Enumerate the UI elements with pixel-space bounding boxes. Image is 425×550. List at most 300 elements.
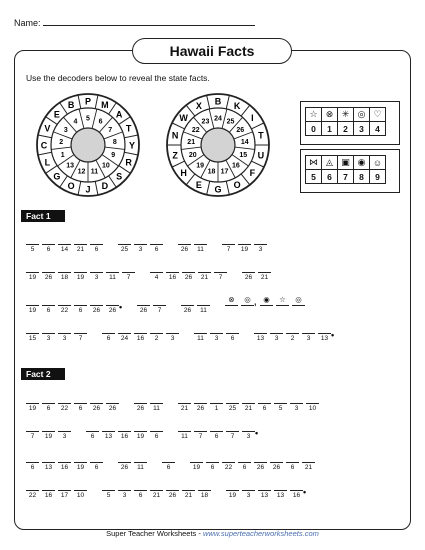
letter-blank[interactable] xyxy=(137,305,150,317)
number-clue: 6 xyxy=(154,433,159,440)
letter-blank[interactable] xyxy=(242,431,255,443)
letter-blank[interactable] xyxy=(42,462,55,474)
letter-blank[interactable] xyxy=(90,272,103,284)
number-clue: 3 xyxy=(46,335,51,342)
letter-blank[interactable] xyxy=(258,490,271,502)
blank-line xyxy=(226,403,239,404)
decoder-wheel-1 xyxy=(37,94,139,196)
key-table-1 xyxy=(305,107,386,136)
wheel-number: 8 xyxy=(112,139,117,147)
blank-line xyxy=(150,244,163,245)
number-clue: 6 xyxy=(166,464,171,471)
number-clue: 11 xyxy=(200,307,207,314)
letter-blank[interactable] xyxy=(306,403,319,415)
letter-blank[interactable] xyxy=(26,403,39,415)
symbol-clue: ◎ xyxy=(244,295,251,304)
letter-blank[interactable] xyxy=(198,272,211,284)
wheel-letter: X xyxy=(195,100,202,111)
letter-blank[interactable] xyxy=(150,244,163,256)
number-clue: 16 xyxy=(292,492,301,499)
letter-blank[interactable] xyxy=(198,490,211,502)
letter-blank[interactable] xyxy=(242,403,255,415)
letter-blank[interactable] xyxy=(118,462,131,474)
key-symbol: ✳ xyxy=(338,108,354,122)
letter-blank[interactable] xyxy=(162,462,175,474)
letter-blank[interactable] xyxy=(276,295,289,317)
blank-line xyxy=(178,244,191,245)
key-number: 0 xyxy=(306,122,322,136)
letter-blank[interactable] xyxy=(290,490,303,502)
wheel-number: 24 xyxy=(214,115,222,123)
wheel-number: 3 xyxy=(63,127,68,135)
letter-blank[interactable] xyxy=(260,295,273,317)
key-symbol: ☺ xyxy=(370,156,386,170)
letter-blank[interactable] xyxy=(26,244,39,256)
wheel-letter: L xyxy=(44,157,51,168)
wheel-letter: I xyxy=(251,113,254,124)
letter-blank[interactable] xyxy=(42,431,55,443)
number-clue: 11 xyxy=(197,335,204,342)
letter-blank[interactable] xyxy=(74,333,87,345)
blank-line xyxy=(162,462,175,463)
wheel-letter: M xyxy=(101,99,109,110)
number-clue: 7 xyxy=(230,433,235,440)
number-clue: 6 xyxy=(30,464,35,471)
letter-blank[interactable] xyxy=(42,305,55,317)
letter-blank[interactable] xyxy=(238,462,251,474)
letter-blank[interactable] xyxy=(26,333,39,345)
number-clue: 13 xyxy=(256,335,265,342)
number-clue: 22 xyxy=(60,307,69,314)
blank-line xyxy=(276,305,289,306)
blank-line xyxy=(222,462,235,463)
blank-line xyxy=(238,462,251,463)
letter-blank[interactable] xyxy=(210,333,223,345)
blank-line xyxy=(58,431,71,432)
letter-blank[interactable] xyxy=(118,431,131,443)
letter-blank[interactable] xyxy=(274,403,287,415)
letter-blank[interactable] xyxy=(74,244,87,256)
letter-blank[interactable] xyxy=(254,333,267,345)
letter-blank[interactable] xyxy=(58,462,71,474)
letter-blank[interactable] xyxy=(194,333,207,345)
wheel-letter: H xyxy=(180,167,187,178)
letter-blank[interactable] xyxy=(166,333,179,345)
number-clue: 15 xyxy=(28,335,37,342)
letter-blank[interactable] xyxy=(42,490,55,502)
number-clue: 1 xyxy=(214,405,219,412)
key-symbol: ◎ xyxy=(354,108,370,122)
letter-blank[interactable] xyxy=(238,244,251,256)
blank-line xyxy=(258,403,271,404)
letter-blank[interactable] xyxy=(178,244,191,256)
wheel-number: 1 xyxy=(60,152,65,160)
number-clue: 3 xyxy=(258,246,263,253)
letter-blank[interactable] xyxy=(58,333,71,345)
number-clue: 3 xyxy=(294,405,299,412)
blank-line xyxy=(26,272,39,273)
wheel-letter: K xyxy=(233,100,241,111)
letter-blank[interactable] xyxy=(118,490,131,502)
letter-blank[interactable] xyxy=(214,272,227,284)
number-clue: 19 xyxy=(192,464,201,471)
blank-line xyxy=(254,333,267,334)
blank-line xyxy=(194,244,207,245)
blank-line xyxy=(58,272,71,273)
wheel-number: 16 xyxy=(232,162,240,170)
wheel-number: 10 xyxy=(102,162,110,170)
blank-line xyxy=(182,490,195,491)
number-clue: 6 xyxy=(46,307,51,314)
punctuation: • xyxy=(303,487,307,497)
number-clue: 19 xyxy=(28,307,37,314)
letter-blank[interactable] xyxy=(58,305,71,317)
letter-blank[interactable] xyxy=(270,462,283,474)
letter-blank[interactable] xyxy=(90,244,103,256)
letter-blank[interactable] xyxy=(74,272,87,284)
blank-line xyxy=(190,462,203,463)
blank-line xyxy=(58,490,71,491)
number-clue: 6 xyxy=(78,307,83,314)
letter-blank[interactable] xyxy=(150,333,163,345)
number-clue: 3 xyxy=(62,433,67,440)
wheel-letter: S xyxy=(116,171,123,182)
letter-blank[interactable] xyxy=(242,272,255,284)
number-clue: 6 xyxy=(210,464,215,471)
blank-line xyxy=(258,272,271,273)
letter-blank[interactable] xyxy=(58,272,71,284)
letter-blank[interactable] xyxy=(254,462,267,474)
letter-blank[interactable] xyxy=(74,403,87,415)
letter-blank[interactable] xyxy=(197,305,210,317)
number-clue: 26 xyxy=(92,405,101,412)
number-clue: 10 xyxy=(308,405,317,412)
wheel-letter: J xyxy=(85,184,91,195)
wheel-hub xyxy=(201,128,235,162)
blank-line xyxy=(118,431,131,432)
letter-blank[interactable] xyxy=(26,305,39,317)
blank-line xyxy=(242,490,255,491)
letter-blank[interactable] xyxy=(210,431,223,443)
wheel-hub xyxy=(71,128,105,162)
number-clue: 3 xyxy=(94,274,99,281)
blank-line xyxy=(166,272,179,273)
key-number: 4 xyxy=(370,122,386,136)
number-clue: 26 xyxy=(184,274,193,281)
number-clue: 3 xyxy=(214,335,219,342)
letter-blank[interactable] xyxy=(86,431,99,443)
blank-line xyxy=(58,333,71,334)
number-clue: 10 xyxy=(76,492,85,499)
blank-line xyxy=(106,272,119,273)
wheel-number: 7 xyxy=(108,127,113,135)
letter-blank[interactable] xyxy=(302,462,315,474)
number-clue: 19 xyxy=(76,274,85,281)
blank-line xyxy=(42,431,55,432)
wheel-number: 17 xyxy=(220,168,229,176)
letter-blank[interactable] xyxy=(26,431,39,443)
letter-blank[interactable] xyxy=(274,490,287,502)
blank-line xyxy=(122,272,135,273)
blank-line xyxy=(166,333,179,334)
letter-blank[interactable] xyxy=(286,462,299,474)
wheel-letter: U xyxy=(257,150,265,161)
key-number: 1 xyxy=(322,122,338,136)
letter-blank[interactable] xyxy=(102,490,115,502)
key-box-1 xyxy=(300,101,400,145)
letter-blank[interactable] xyxy=(26,272,39,284)
blank-line xyxy=(90,462,103,463)
number-clue: 4 xyxy=(154,274,159,281)
key-symbol: ⊗ xyxy=(322,108,338,122)
number-clue: 14 xyxy=(60,246,69,253)
key-number: 6 xyxy=(322,170,338,184)
number-clue: 26 xyxy=(256,464,265,471)
letter-blank[interactable] xyxy=(150,431,163,443)
letter-blank[interactable] xyxy=(90,403,103,415)
letter-blank[interactable] xyxy=(134,244,147,256)
letter-blank[interactable] xyxy=(194,403,207,415)
letter-blank[interactable] xyxy=(182,272,195,284)
number-clue: 6 xyxy=(230,335,235,342)
letter-blank[interactable] xyxy=(292,295,305,317)
letter-blank[interactable] xyxy=(194,431,207,443)
letter-blank[interactable] xyxy=(318,333,331,345)
blank-line xyxy=(242,272,255,273)
number-clue: 11 xyxy=(137,464,144,471)
number-clue: 3 xyxy=(138,246,143,253)
letter-blank[interactable] xyxy=(241,295,254,317)
letter-blank[interactable] xyxy=(190,462,203,474)
blank-line xyxy=(150,333,163,334)
letter-blank[interactable] xyxy=(182,490,195,502)
blank-line xyxy=(197,305,210,306)
blank-line xyxy=(206,462,219,463)
blank-line xyxy=(178,431,191,432)
number-clue: 26 xyxy=(168,492,177,499)
number-clue: 7 xyxy=(198,433,203,440)
blank-line xyxy=(106,305,119,306)
blank-line xyxy=(194,333,207,334)
blank-line xyxy=(102,490,115,491)
number-clue: 25 xyxy=(120,246,129,253)
number-clue: 11 xyxy=(197,246,204,253)
letter-blank[interactable] xyxy=(150,490,163,502)
letter-blank[interactable] xyxy=(226,431,239,443)
letter-blank[interactable] xyxy=(102,431,115,443)
wheel-letter: V xyxy=(44,123,51,134)
number-clue: 21 xyxy=(200,274,209,281)
number-clue: 6 xyxy=(94,464,99,471)
symbol-clue: ◉ xyxy=(263,295,270,304)
number-clue: 18 xyxy=(200,492,209,499)
letter-blank[interactable] xyxy=(166,490,179,502)
letter-blank[interactable] xyxy=(134,462,147,474)
letter-blank[interactable] xyxy=(90,305,103,317)
number-clue: 3 xyxy=(62,335,67,342)
blank-line xyxy=(134,244,147,245)
letter-blank[interactable] xyxy=(58,244,71,256)
wheel-number: 15 xyxy=(239,152,248,160)
letter-blank[interactable] xyxy=(153,305,166,317)
blank-line xyxy=(225,305,238,306)
wheel-number: 26 xyxy=(236,127,245,135)
blank-line xyxy=(74,244,87,245)
letter-blank[interactable] xyxy=(26,490,39,502)
letter-blank[interactable] xyxy=(106,305,119,317)
number-clue: 5 xyxy=(106,492,111,499)
wheel-letter: B xyxy=(214,96,222,107)
blank-line xyxy=(318,333,331,334)
letter-blank[interactable] xyxy=(74,305,87,317)
letter-blank[interactable] xyxy=(42,272,55,284)
number-clue: 6 xyxy=(106,335,111,342)
number-clue: 3 xyxy=(246,492,251,499)
blank-line xyxy=(153,305,166,306)
blank-line xyxy=(210,403,223,404)
letter-blank[interactable] xyxy=(258,272,271,284)
blank-line xyxy=(210,333,223,334)
wheel-letter: D xyxy=(101,181,109,192)
number-clue: 21 xyxy=(244,405,253,412)
letter-blank[interactable] xyxy=(58,490,71,502)
blank-line xyxy=(181,305,194,306)
letter-blank[interactable] xyxy=(134,431,147,443)
letter-blank[interactable] xyxy=(206,462,219,474)
letter-blank[interactable] xyxy=(302,333,315,345)
letter-blank[interactable] xyxy=(106,272,119,284)
letter-blank[interactable] xyxy=(178,403,191,415)
letter-blank[interactable] xyxy=(26,462,39,474)
number-clue: 26 xyxy=(108,307,117,314)
letter-blank[interactable] xyxy=(74,462,87,474)
number-clue: 13 xyxy=(260,492,269,499)
letter-blank[interactable] xyxy=(166,272,179,284)
blank-line xyxy=(238,244,251,245)
number-clue: 3 xyxy=(246,433,251,440)
letter-blank[interactable] xyxy=(102,333,115,345)
letter-blank[interactable] xyxy=(134,403,147,415)
letter-blank[interactable] xyxy=(181,305,194,317)
key-number: 9 xyxy=(370,170,386,184)
wheel-letter: T xyxy=(258,130,264,141)
letter-blank[interactable] xyxy=(134,490,147,502)
letter-blank[interactable] xyxy=(118,244,131,256)
letter-blank[interactable] xyxy=(270,333,283,345)
number-clue: 26 xyxy=(180,246,189,253)
number-clue: 3 xyxy=(274,335,279,342)
blank-line xyxy=(198,272,211,273)
blank-line xyxy=(26,333,39,334)
letter-blank[interactable] xyxy=(134,333,147,345)
blank-line xyxy=(150,490,163,491)
letter-blank[interactable] xyxy=(226,403,239,415)
number-clue: 13 xyxy=(276,492,285,499)
blank-line xyxy=(210,431,223,432)
letter-blank[interactable] xyxy=(58,431,71,443)
blank-line xyxy=(254,244,267,245)
name-line[interactable] xyxy=(43,17,255,26)
blank-line xyxy=(286,333,299,334)
letter-blank[interactable] xyxy=(42,403,55,415)
letter-blank[interactable] xyxy=(226,490,239,502)
letter-blank[interactable] xyxy=(210,403,223,415)
letter-blank[interactable] xyxy=(74,490,87,502)
letter-blank[interactable] xyxy=(286,333,299,345)
wheel-letter: T xyxy=(125,123,132,134)
letter-blank[interactable] xyxy=(222,462,235,474)
blank-line xyxy=(42,333,55,334)
blank-line xyxy=(226,431,239,432)
letter-blank[interactable] xyxy=(118,333,131,345)
letter-blank[interactable] xyxy=(106,403,119,415)
blank-line xyxy=(258,490,271,491)
blank-line xyxy=(290,403,303,404)
number-clue: 3 xyxy=(122,492,127,499)
symbol-clue: ◎ xyxy=(295,295,302,304)
number-clue: 7 xyxy=(218,274,223,281)
number-clue: 21 xyxy=(180,405,189,412)
blank-line xyxy=(118,333,131,334)
letter-blank[interactable] xyxy=(254,244,267,256)
number-clue: 19 xyxy=(28,405,37,412)
letter-blank[interactable] xyxy=(194,244,207,256)
letter-blank[interactable] xyxy=(225,295,238,317)
blank-line xyxy=(260,305,273,306)
wheel-letter: C xyxy=(40,140,48,151)
wheel-letter: O xyxy=(233,180,241,191)
wheel-number: 22 xyxy=(191,127,200,135)
letter-blank[interactable] xyxy=(222,244,235,256)
wheel-letter: F xyxy=(249,167,256,178)
footer-text: Super Teacher Worksheets - xyxy=(106,529,203,538)
number-clue: 6 xyxy=(90,433,95,440)
letter-blank[interactable] xyxy=(58,403,71,415)
blank-line xyxy=(42,244,55,245)
letter-blank[interactable] xyxy=(178,431,191,443)
punctuation: • xyxy=(331,330,335,340)
key-symbol: ▣ xyxy=(338,156,354,170)
number-clue: 7 xyxy=(30,433,35,440)
number-clue: 16 xyxy=(44,492,53,499)
blank-line xyxy=(290,490,303,491)
blank-line xyxy=(74,272,87,273)
blank-line xyxy=(26,490,39,491)
blank-line xyxy=(178,403,191,404)
letter-blank[interactable] xyxy=(90,462,103,474)
key-box-2 xyxy=(300,149,400,193)
number-clue: 26 xyxy=(196,405,205,412)
letter-blank[interactable] xyxy=(122,272,135,284)
number-clue: 11 xyxy=(109,274,116,281)
letter-blank[interactable] xyxy=(290,403,303,415)
number-clue: 3 xyxy=(170,335,175,342)
blank-line xyxy=(222,244,235,245)
footer-link[interactable]: www.superteacherworksheets.com xyxy=(202,529,319,538)
wheel-letter: W xyxy=(179,113,188,124)
number-clue: 6 xyxy=(154,246,159,253)
letter-blank[interactable] xyxy=(258,403,271,415)
letter-blank[interactable] xyxy=(226,333,239,345)
blank-line xyxy=(274,403,287,404)
number-clue: 6 xyxy=(46,246,51,253)
letter-blank[interactable] xyxy=(242,490,255,502)
letter-blank[interactable] xyxy=(150,403,163,415)
letter-blank[interactable] xyxy=(42,244,55,256)
letter-blank[interactable] xyxy=(42,333,55,345)
wheel-letter: E xyxy=(195,180,202,191)
letter-blank[interactable] xyxy=(150,272,163,284)
